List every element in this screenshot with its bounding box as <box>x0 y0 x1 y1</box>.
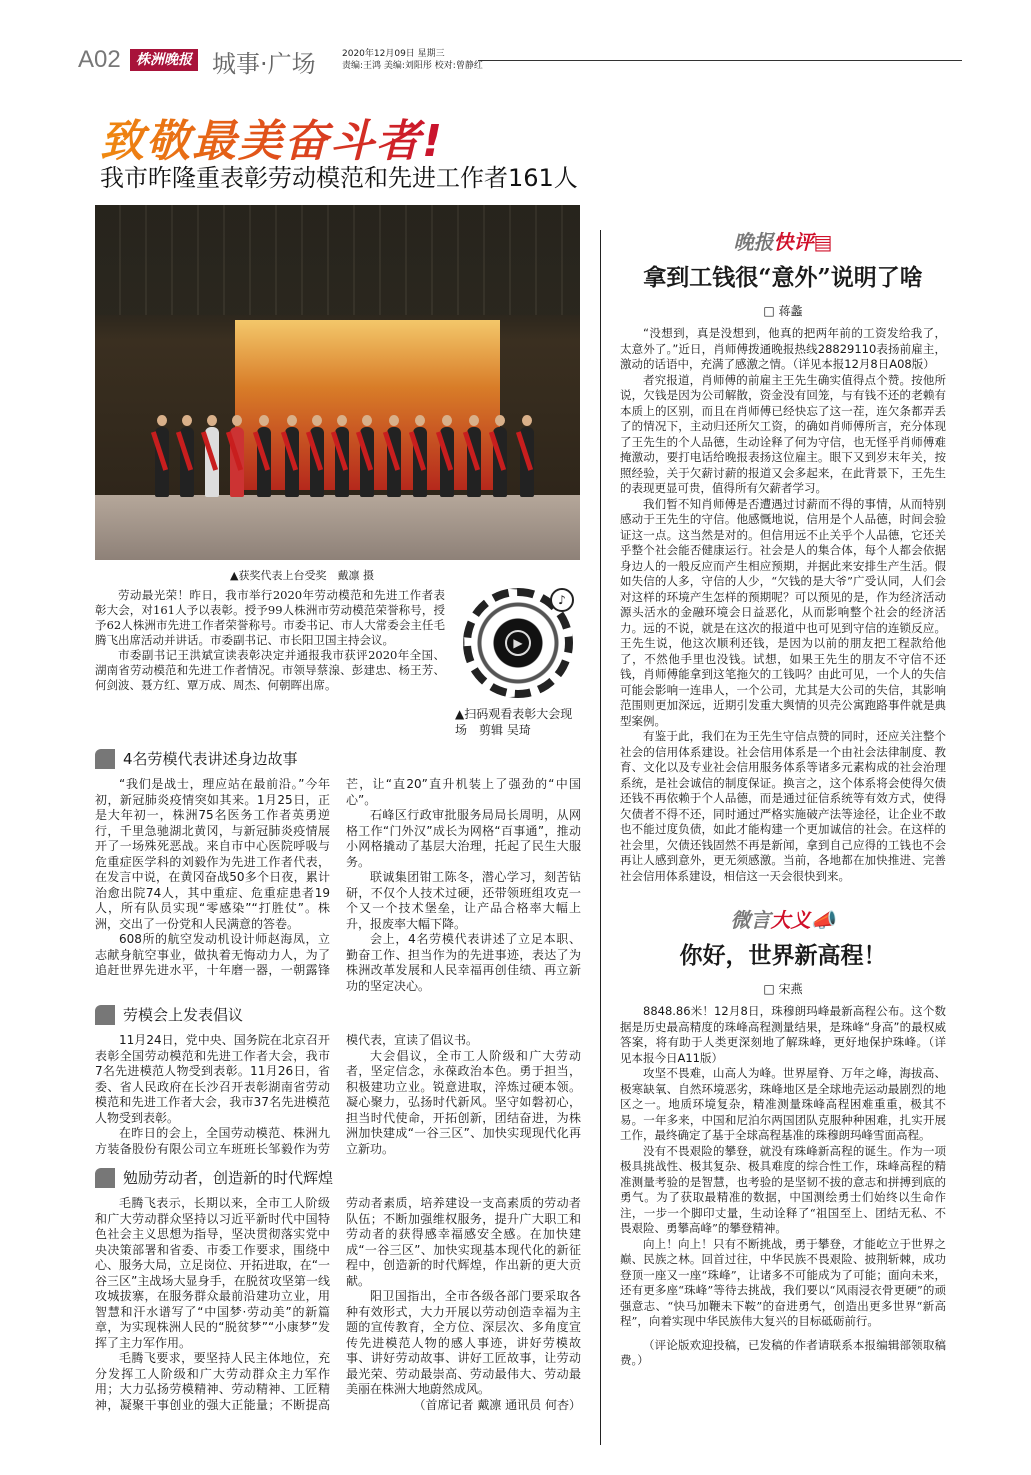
header-rule <box>478 60 962 61</box>
paragraph: 市委副书记王洪斌宣读表彰决定并通报我市获评2020年全国、湖南省劳动模范和先进工作者情况。市领导蔡湶、彭建忠、杨王芳、何剑波、聂方红、覃万成、周杰、何朝晖出席。 <box>95 648 445 692</box>
commentary-title: 拿到工钱很“意外”说明了啥 <box>643 264 923 291</box>
paragraph: 向上！向上！只有不断挑战，勇于攀登，才能屹立于世界之巅、民族之林。回首过往，中华民族不畏艰险、披荆斩棘，成功登顶一座又一座“珠峰”，让诸多不可能成为了可能；面向未来，还有更多座“珠峰”等待去挑战，我们要以“风雨浸衣骨更硬”的顽强意志、“快马加鞭未下鞍”的奋进勇气，创造出更多世界“新高程”，向着实现中华民族伟大复兴的目标砥砺前行。 <box>620 1236 946 1328</box>
paragraph: 11月24日，党中央、国务院在北京召开表彰全国劳动模范和先进工作者大会，我市7名先进模范人物受到表彰。11月26日，省委、省人民政府在长沙召开表彰湖南省劳动模范和先进工作者大会，我市37名先进模范人物受到表彰。 <box>95 1033 330 1125</box>
submission-note: （评论版欢迎投稿，已发稿的作者请联系本报编辑部领取稿费。） <box>620 1337 946 1367</box>
paragraph: 8848.86米！12月8日，珠穆朗玛峰最新高程公布。这个数据是历史最高精度的珠峰高程测量结果，是珠峰“身高”的最权威答案，将有助于人类更深刻地了解珠峰，更好地保护珠峰。（详见本报今日A11版） <box>620 1004 946 1065</box>
paragraph: 石峰区行政审批服务局局长周明，从网格工作“门外汉”成长为网格“百事通”，推动小网格撬动了基层大治理，托起了民生大服务。 <box>346 808 581 869</box>
paragraph: 毛腾飞要求，要坚持人民主体地位，充分发挥工人阶级和广大劳动群众主力军作用；大力弘扬劳模精神、劳动精神、工匠精神，凝聚干事创业的强大正能量；不断提高劳动者素质，培养建设一支高素质的劳动者队伍；不断加强维权服务，提升广大职工和劳动者的获得感幸福感安全感。在加快建成“一谷三区”、加快实现基本现代化的新征程中，创造新的时代辉煌，作出新的更大贡献。 <box>95 1196 581 1412</box>
main-article <box>95 588 581 1413</box>
paragraph: 没有不畏艰险的攀登，就没有珠峰新高程的诞生。作为一项极具挑战性、极其复杂、极具难度的综合性工作，珠峰高程的精准测量考验的是智慧，也考验的是坚韧不拔的意志和拼搏到底的勇气。为了获取最精准的数据，中国测绘勇士们始终以生命作注，一步一个脚印丈量，生动诠释了“祖国至上、团结无私、不畏艰险、勇攀高峰”的攀登精神。 <box>620 1143 946 1235</box>
column-logo-weiyan: 微言大义📣 <box>730 908 836 932</box>
commentary-body <box>620 1004 946 1369</box>
section-body <box>95 1033 581 1157</box>
qr-block <box>455 588 581 738</box>
paragraph: 劳动最光荣！昨日，我市举行2020年劳动模范和先进工作者表彰大会，对161人予以表彰。授予99人株洲市劳动模范荣誉称号，授予62人株洲市先进工作者荣誉称号。市委书记、市人大常委会主任毛腾飞出席活动并讲话。市委副书记、市长阳卫国主持会议。 <box>95 588 445 647</box>
paragraph: 攻坚不畏难，山高人为峰。世界屋脊、万年之峰，海拔高、极寒缺氧、自然环境恶劣，珠峰地区是全球地壳运动最剧烈的地区之一。地质环境复杂，精准测量珠峰高程困难重重，极其不易。一年多来，中国和尼泊尔两国团队克服种种困难，扎实开展工作，最终确定了基于全球高程基准的珠穆朗玛峰雪面高程。 <box>620 1066 946 1142</box>
play-icon: ▶ <box>505 630 531 656</box>
heading-marker-icon <box>95 1168 115 1188</box>
paragraph: 大会倡议，全市工人阶级和广大劳动者，坚定信念，永葆政治本色。勇于担当，积极建功立业。锐意进取，淬炼过硬本领。凝心聚力，弘扬时代新风。坚守如磐初心，担当时代使命，开拓创新，团结奋进，为株洲加快建成“一谷三区”、加快实现现代化再立新功。 <box>346 1048 581 1156</box>
paragraph: 毛腾飞表示，长期以来，全市工人阶级和广大劳动群众坚持以习近平新时代中国特色社会主义思想为指导，坚决贯彻落实党中央决策部署和省委、市委工作要求，围绕中心、服务大局，立足岗位、开拓进取，在“一谷三区”主战场大显身手，在脱贫攻坚第一线攻城拔寨，在服务群众最前沿建功立业，用智慧和汗水谱写了“中国梦·劳动美”的新篇章，为实现株洲人民的“脱贫梦”“小康梦”发挥了主力军作用。 <box>95 1196 330 1350</box>
commentary-column <box>620 228 946 1369</box>
paragraph: 联诚集团钳工陈冬，潜心学习，刻苦钻研，不仅个人技术过硬，还带领班组攻克一个又一个技术堡垒，让产品合格率大幅上升，报废率大幅下降。 <box>346 870 581 931</box>
byline: （首席记者 戴凛 通讯员 何杏） <box>413 1397 581 1412</box>
heading-marker-icon <box>95 749 115 769</box>
section-title: 勉励劳动者，创造新的时代辉煌 <box>123 1169 334 1187</box>
masthead-logo: 株洲晚报 <box>130 49 198 71</box>
award-ceremony-photo <box>95 205 580 560</box>
commentary-author: □ 宋燕 <box>763 982 803 996</box>
section-heading <box>95 1167 581 1188</box>
commentary-author: □ 蒋蠡 <box>763 304 803 318</box>
section-body <box>95 1196 581 1413</box>
paragraph: 有鉴于此，我们在为王先生守信点赞的同时，还应关注整个社会的信用体系建设。社会信用体系是一个由社会法律制度、教育、文化以及专业社会信用服务体系等诸多元素构成的社会治理系统，是社会诚信的制度保证。换言之，这个体系将会使得欠债还钱不再依赖于个人品德，而是通过征信系统等有效方式，使得欠债者不得不还，同时通过严格实施破产法等途径，让企业不敢也不能过度负债，如此才能构建一个更加诚信的社会。在这样的社会里，欠债还钱固然不再是新闻，拿到自己应得的工钱也不会再让人感到意外，更无须感激。当前，各地都在加快推进、完善社会信用体系建设，相信这一天会很快到来。 <box>620 729 946 883</box>
column-logo-kuaiping: 晚报快评▤ <box>733 230 833 254</box>
paragraph: 者究报道，肖师傅的前雇主王先生确实值得点个赞。按他所说，欠钱是因为公司解散，资金没有回笼，与有钱不还的老赖有本质上的区别，而且在肖师傅已经快忘了这一茬，连欠条都弄丢了的情况下，主动归还所欠工资，的确如肖师傅所言，充分体现了王先生的个人品德，生动诠释了何为守信，也无怪乎肖师傅难掩激动，要打电话给晚报表扬这位雇主。眼下又到岁末年关，按照经验，关于欠薪讨薪的报道又会多起来，在此背景下，王先生的表现更显可贵，值得所有欠薪者学习。 <box>620 372 946 495</box>
commentary-weiyan <box>620 906 946 1369</box>
paragraph: 在昨日的会上，全国劳动模范、株洲九方装备股份有限公司立车班班长邹毅作为劳模代表，宣读了倡议书。 <box>95 1033 479 1156</box>
issue-meta <box>342 48 483 72</box>
qr-caption: ▲扫码观看表彰大会现场 剪辑 吴琦 <box>455 707 573 737</box>
photo-caption: ▲获奖代表上台受奖 戴凛 摄 <box>230 569 374 582</box>
section-body <box>95 777 581 994</box>
headline: 致敬最美奋斗者! <box>100 105 444 169</box>
paragraph: 608所的航空发动机设计师赵海凤，立志献身航空事业，做执着无悔动力人，为了追赶世界先进水平，十年磨一器，一朝露锋芒，让“直20”直升机装上了强劲的“中国心”。 <box>95 777 581 977</box>
commentary-title: 你好，世界新高程！ <box>679 942 887 969</box>
tiktok-icon: ♪ <box>550 588 574 612</box>
commentary-kuaiping <box>620 228 946 884</box>
section-heading <box>95 748 581 769</box>
heading-marker-icon <box>95 1005 115 1025</box>
paragraph: “我们是战士，理应站在最前沿。”今年初，新冠肺炎疫情突如其来。1月25日，正是大年初一，株洲75名医务工作者英勇逆行，千里急驰湖北黄冈，与新冠肺炎疫情展开了一场殊死恶战。来自市中心医院呼吸与危重症医学科的刘毅作为先进工作者代表，在发言中说，在黄冈奋战50多个日夜，累计治愈出院74人，其中重症、危重症患者19人，所有队员实现“零感染”“打胜仗”。株洲，交出了一份党和人民满意的答卷。 <box>95 777 330 931</box>
section-heading <box>95 1004 581 1025</box>
commentary-body <box>620 326 946 884</box>
newspaper-icon: ▤ <box>813 230 833 254</box>
paragraph: “没想到，真是没想到，他真的把两年前的工资发给我了，太意外了。”近日，肖师傅拨通晚报热线28829110表扬前雇主，激动的话语中，充满了感激之情。（详见本报12月8日A08版） <box>620 326 946 371</box>
section-title: 劳模会上发表倡议 <box>123 1006 244 1024</box>
megaphone-icon: 📣 <box>810 908 836 932</box>
subheadline: 我市昨隆重表彰劳动模范和先进工作者161人 <box>100 164 578 192</box>
paragraph: 会上，4名劳模代表讲述了立足本职、勤奋工作、担当作为的先进事迹，表达了为株洲改革发展和人民幸福再创佳绩、再立新功的坚定决心。 <box>346 932 581 993</box>
paragraph: 我们暂不知肖师傅是否遭遇过讨薪而不得的事情，从而特别感动于王先生的守信。他感慨地说，信用是个人品德，时间会验证这一点。这当然是对的。但信用远不止关乎个人品德，它还关乎整个社会能否健康运行。社会是人的集合体，每个人都会依据身边人的一般反应而产生相应预期，并据此来安排生产生活。假如失信的人多，守信的人少，“欠钱的是大爷”广受认同，人们会对这样的环境产生怎样的预期呢？可以预见的是，作为经济活动源头活水的金融环境会日益恶化，从而影响整个社会的经济活力。远的不说，就是在这次的报道中也可见到守信的连锁反应。王先生说，他这次顺利还钱，是因为以前的朋友把工程款给他了，不然他手里也没钱。试想，如果王先生的朋友不守信不还钱，肖师傅能拿到这笔拖欠的工钱吗？由此可见，一个人的失信可能会影响一连串人，一个公司，尤其是大公司的失信，其影响范围则更加深远，近期引发重大舆情的贝壳公寓跑路事件就是典型案例。 <box>620 496 946 728</box>
editor-credits: 责编:王鸿 美编:刘阳彤 校对:曾静红 <box>342 61 483 71</box>
paragraph: 阳卫国指出，全市各级各部门要采取各种有效形式，大力开展以劳动创造幸福为主题的宣传教育，全方位、深层次、多角度宣传先进模范人物的感人事迹，讲好劳模故事、讲好劳动故事、讲好工匠故事，让劳动最光荣、劳动最崇高、劳动最伟大、劳动最美丽在株洲大地蔚然成风。 <box>346 1289 581 1396</box>
page-number: A02 <box>78 46 121 73</box>
section-name: 城事·广场 <box>212 50 316 78</box>
column-divider <box>600 230 601 1445</box>
intro-text <box>95 588 445 738</box>
issue-date: 2020年12月09日 星期三 <box>342 49 445 59</box>
section-title: 4名劳模代表讲述身边故事 <box>123 750 298 768</box>
